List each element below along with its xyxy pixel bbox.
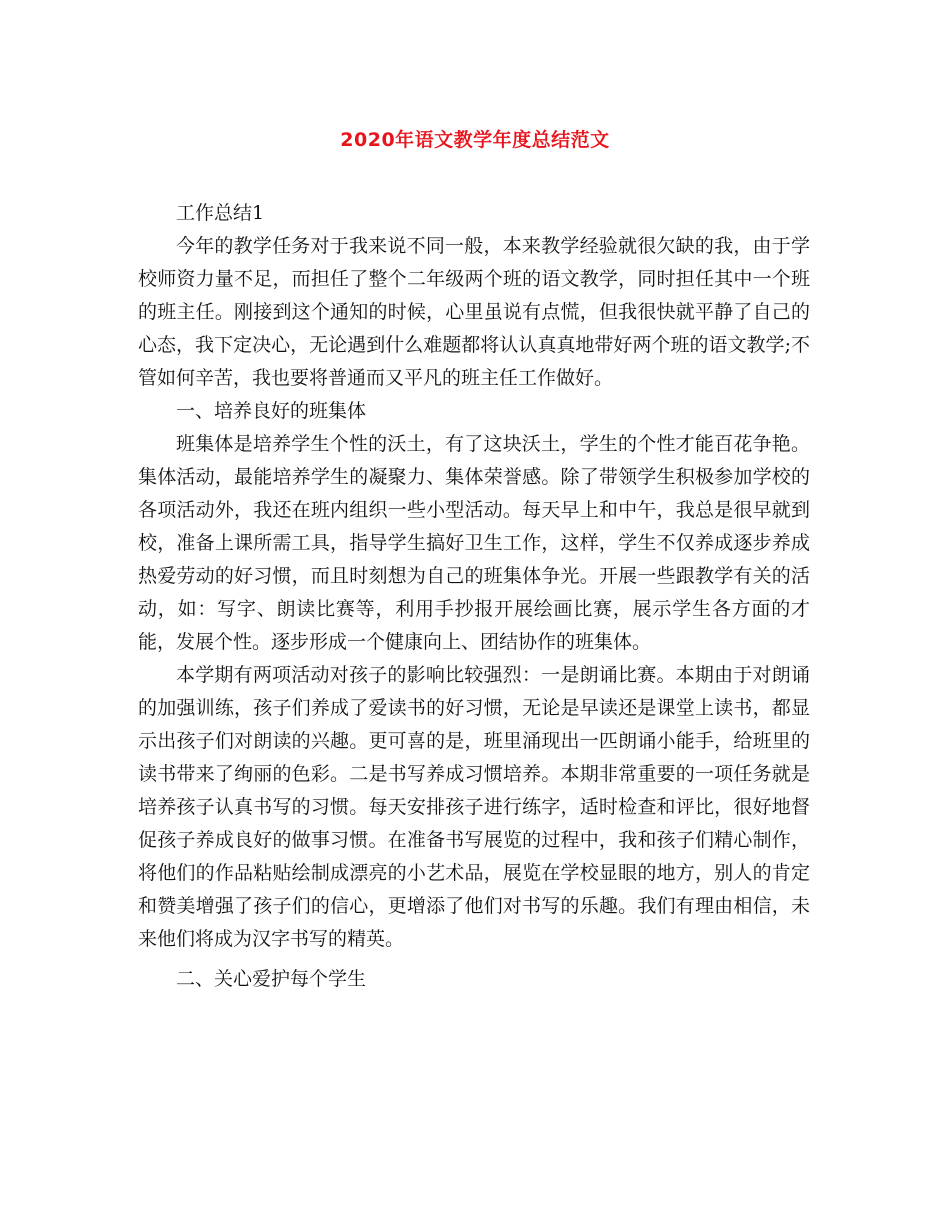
document-body xyxy=(138,197,810,996)
paragraph-intro: 今年的教学任务对于我来说不同一般，本来教学经验就很欠缺的我，由于学校师资力量不足，而担任了整个二年级两个班的语文教学，同时担任其中一个班的班主任。刚接到这个通知的时候，心里虽说有点慌，但我很快就平静了自己的心态，我下定决心，无论遇到什么难题都将认认真真地带好两个班的语文教学;不管如何辛苦，我也要将普通而又平凡的班主任工作做好。 xyxy=(138,235,810,389)
paragraph-activities: 本学期有两项活动对孩子的影响比较强烈：一是朗诵比赛。本期由于对朗诵的加强训练，孩子们养成了爱读书的好习惯，无论是早读还是课堂上读书，都显示出孩子们对朗读的兴趣。更可喜的是，班里涌现出一匹朗诵小能手，给班里的读书带来了绚丽的色彩。二是书写养成习惯培养。本期非常重要的一项任务就是培养孩子认真书写的习惯。每天安排孩子进行练字，适时检查和评比，很好地督促孩子养成良好的做事习惯。在准备书写展览的过程中，我和孩子们精心制作，将他们的作品粘贴绘制成漂亮的小艺术品，展览在学校显眼的地方，别人的肯定和赞美增强了孩子们的信心，更增添了他们对书写的乐趣。我们有理由相信，未来他们将成为汉字书写的精英。 xyxy=(138,664,810,950)
section-label: 工作总结1 xyxy=(176,202,265,224)
spacer xyxy=(138,956,810,963)
paragraph-class-collective: 班集体是培养学生个性的沃土，有了这块沃土，学生的个性才能百花争艳。集体活动，最能培养学生的凝聚力、集体荣誉感。除了带领学生积极参加学校的各项活动外，我还在班内组织一些小型活动。每天早上和中午，我总是很早就到校，准备上课所需工具，指导学生搞好卫生工作，这样，学生不仅养成逐步养成热爱劳动的好习惯，而且时刻想为自己的班集体争光。开展一些跟教学有关的活动，如：写字、朗读比赛等，利用手抄报开展绘画比赛，展示学生各方面的才能，发展个性。逐步形成一个健康向上、团结协作的班集体。 xyxy=(138,433,810,653)
heading-class-collective: 一、培养良好的班集体 xyxy=(176,400,367,422)
page-title: 2020年语文教学年度总结范文 xyxy=(340,129,610,151)
heading-care-students: 二、关心爱护每个学生 xyxy=(176,968,367,990)
